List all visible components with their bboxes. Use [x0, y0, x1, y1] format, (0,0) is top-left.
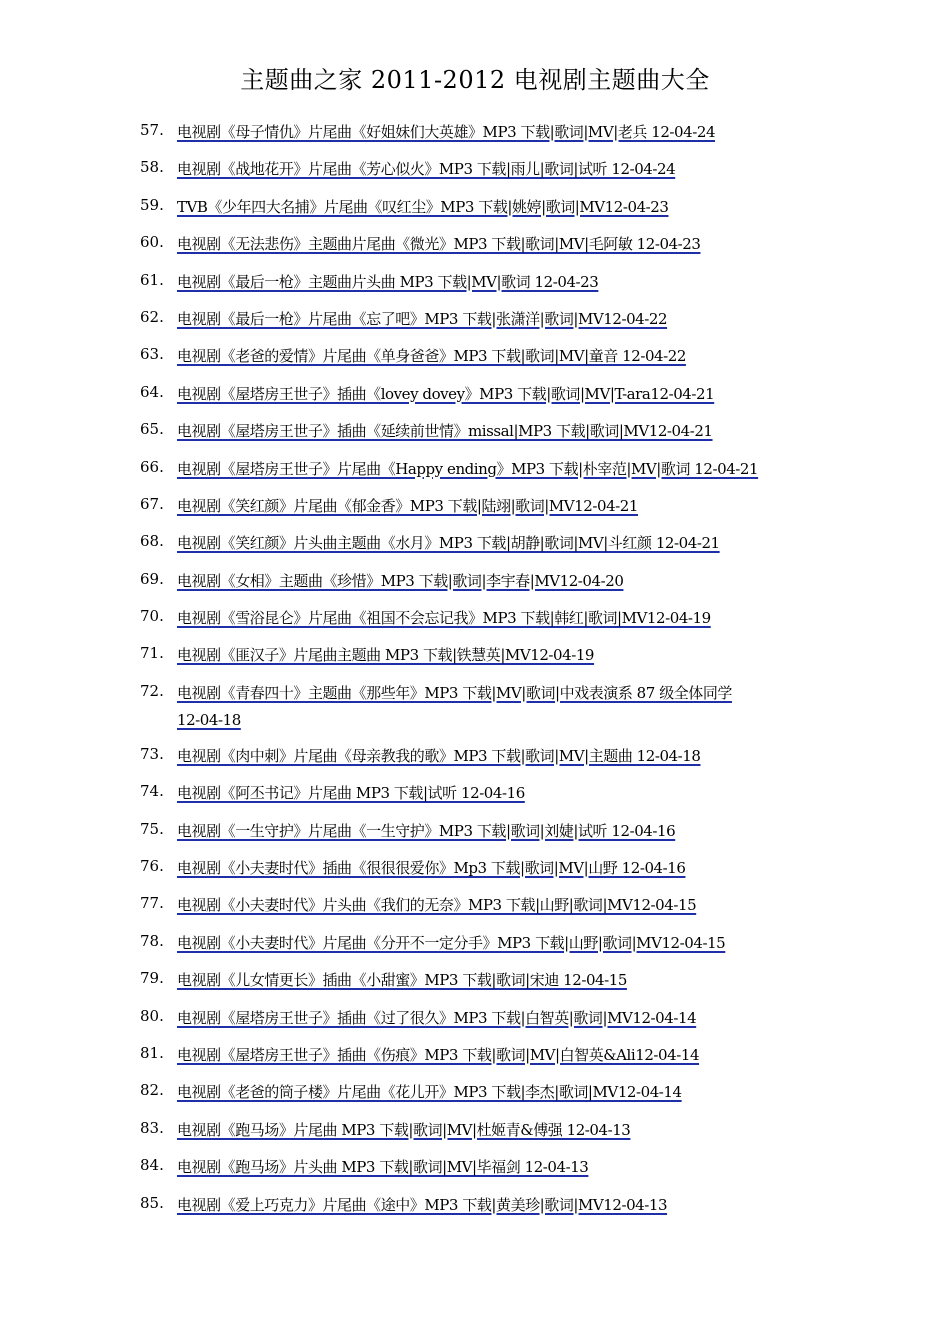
list-item	[140, 966, 812, 1003]
list-item	[140, 417, 812, 454]
song-link[interactable]: 电视剧《最后一枪》片尾曲《忘了吧》MP3 下载|张潇洋|歌词|MV12-04-22	[177, 309, 668, 328]
song-link-line[interactable]: 12-04-18	[177, 710, 241, 729]
list-item-number: 80.	[140, 1006, 164, 1025]
song-link[interactable]: 电视剧《阿丕书记》片尾曲 MP3 下载|试听 12-04-16	[177, 784, 525, 803]
list-item-number: 67.	[140, 494, 164, 513]
list-item-number: 81.	[140, 1043, 164, 1062]
song-link[interactable]: 电视剧《雪浴昆仑》片尾曲《祖国不会忘记我》MP3 下载|韩红|歌词|MV12-04-19	[177, 609, 711, 628]
list-item-number: 79.	[140, 969, 164, 988]
song-link[interactable]: 电视剧《小夫妻时代》片尾曲《分开不一定分手》MP3 下载|山野|歌词|MV12-04-15	[177, 933, 726, 952]
song-link[interactable]: 电视剧《战地花开》片尾曲《芳心似火》MP3 下载|雨儿|歌词|试听 12-04-24	[177, 160, 676, 179]
list-item-number: 70.	[140, 607, 164, 626]
song-link[interactable]: 电视剧《肉中刺》片尾曲《母亲教我的歌》MP3 下载|歌词|MV|主题曲 12-04-18	[177, 746, 701, 765]
list-item	[140, 929, 812, 966]
song-link[interactable]: 电视剧《屋塔房王世子》插曲《伤痕》MP3 下载|歌词|MV|白智英&Ali12-04-14	[177, 1045, 700, 1064]
song-link[interactable]: 电视剧《屋塔房王世子》插曲《过了很久》MP3 下载|白智英|歌词|MV12-04-14	[177, 1008, 697, 1027]
list-item-number: 59.	[140, 195, 164, 214]
list-item	[140, 380, 812, 417]
list-item-number: 68.	[140, 532, 164, 551]
song-link[interactable]: 电视剧《屋塔房王世子》片尾曲《Happy ending》MP3 下载|朴宰范|MV|歌词 12-04-21	[177, 459, 759, 478]
list-item	[140, 1041, 812, 1078]
song-link[interactable]	[177, 680, 812, 734]
list-item	[140, 193, 812, 230]
list-item	[140, 1153, 812, 1190]
list-item-number: 71.	[140, 644, 164, 663]
list-item-number: 57.	[140, 121, 164, 139]
list-item	[140, 742, 812, 779]
list-item-number: 78.	[140, 931, 164, 950]
song-link[interactable]: 电视剧《老爸的爱情》片尾曲《单身爸爸》MP3 下载|歌词|MV|童音 12-04-22	[177, 347, 686, 366]
list-item	[140, 155, 812, 192]
list-item	[140, 567, 812, 604]
song-link[interactable]: 电视剧《小夫妻时代》片头曲《我们的无奈》MP3 下载|山野|歌词|MV12-04-15	[177, 896, 697, 915]
list-item	[140, 779, 812, 816]
list-item-number: 73.	[140, 744, 164, 763]
list-item	[140, 854, 812, 891]
song-link[interactable]: 电视剧《最后一枪》主题曲片头曲 MP3 下载|MV|歌词 12-04-23	[177, 272, 599, 291]
song-link[interactable]: 电视剧《笑红颜》片尾曲《郁金香》MP3 下载|陆翊|歌词|MV12-04-21	[177, 496, 638, 515]
list-item	[140, 641, 812, 678]
list-item-number: 77.	[140, 894, 164, 913]
list-item-number: 63.	[140, 345, 164, 364]
list-item-number: 75.	[140, 819, 164, 838]
list-item-number: 69.	[140, 569, 164, 588]
list-item	[140, 891, 812, 928]
list-item	[140, 604, 812, 641]
list-item-number: 58.	[140, 158, 164, 177]
list-item-number: 66.	[140, 457, 164, 476]
song-link[interactable]: 电视剧《屋塔房王世子》插曲《lovey dovey》MP3 下载|歌词|MV|T-ara12-04-21	[177, 384, 715, 403]
list-item	[140, 529, 812, 566]
song-link[interactable]: TVB《少年四大名捕》片尾曲《叹红尘》MP3 下载|姚婷|歌词|MV12-04-23	[177, 197, 669, 216]
song-link[interactable]: 电视剧《爱上巧克力》片尾曲《途中》MP3 下载|黄美珍|歌词|MV12-04-13	[177, 1195, 668, 1214]
song-link[interactable]: 电视剧《一生守护》片尾曲《一生守护》MP3 下载|歌词|刘婕|试听 12-04-16	[177, 821, 676, 840]
list-item-number: 61.	[140, 270, 164, 289]
song-link[interactable]: 电视剧《母子情仇》片尾曲《好姐妹们大英雄》MP3 下载|歌词|MV|老兵 12-04-24	[177, 123, 716, 141]
list-item-number: 60.	[140, 233, 164, 252]
list-item	[140, 342, 812, 379]
page-title: 主题曲之家 2011-2012 电视剧主题曲大全	[240, 66, 710, 94]
list-item-number: 74.	[140, 782, 164, 801]
song-link[interactable]: 电视剧《匪汉子》片尾曲主题曲 MP3 下载|铁慧英|MV12-04-19	[177, 646, 595, 665]
song-link[interactable]: 电视剧《小夫妻时代》插曲《很很很爱你》Mp3 下载|歌词|MV|山野 12-04-16	[177, 859, 686, 878]
song-link[interactable]: 电视剧《女相》主题曲《珍惜》MP3 下载|歌词|李宇春|MV12-04-20	[177, 571, 624, 590]
song-link[interactable]: 电视剧《屋塔房王世子》插曲《延续前世情》missal|MP3 下载|歌词|MV12-04-21	[177, 422, 713, 441]
list-item	[140, 455, 812, 492]
song-link-list	[140, 118, 812, 1228]
list-item-number: 84.	[140, 1156, 164, 1175]
list-item-number: 62.	[140, 307, 164, 326]
list-item	[140, 679, 812, 742]
list-item-number: 65.	[140, 420, 164, 439]
list-item	[140, 492, 812, 529]
song-link[interactable]: 电视剧《跑马场》片尾曲 MP3 下载|歌词|MV|杜姬青&傅强 12-04-13	[177, 1120, 631, 1139]
list-item	[140, 268, 812, 305]
list-item	[140, 305, 812, 342]
list-item	[140, 230, 812, 267]
list-item-number: 76.	[140, 857, 164, 876]
list-item	[140, 1191, 812, 1228]
song-link[interactable]: 电视剧《跑马场》片头曲 MP3 下载|歌词|MV|毕福剑 12-04-13	[177, 1158, 589, 1177]
list-item-number: 85.	[140, 1193, 164, 1212]
list-item-number: 72.	[140, 681, 164, 700]
list-item	[140, 118, 812, 155]
list-item	[140, 817, 812, 854]
list-item-number: 83.	[140, 1118, 164, 1137]
list-item	[140, 1116, 812, 1153]
list-item	[140, 1078, 812, 1115]
song-link-line[interactable]: 电视剧《青春四十》主题曲《那些年》MP3 下载|MV|歌词|中戏表演系 87 级全体同学	[177, 683, 732, 702]
song-link[interactable]: 电视剧《笑红颜》片头曲主题曲《水月》MP3 下载|胡静|歌词|MV|斗红颜 12-04-21	[177, 534, 720, 553]
list-item-number: 64.	[140, 382, 164, 401]
list-item-number: 82.	[140, 1081, 164, 1100]
song-link[interactable]: 电视剧《儿女情更长》插曲《小甜蜜》MP3 下载|歌词|宋迪 12-04-15	[177, 971, 627, 990]
song-link[interactable]: 电视剧《老爸的筒子楼》片尾曲《花儿开》MP3 下载|李杰|歌词|MV12-04-14	[177, 1083, 682, 1102]
song-link[interactable]: 电视剧《无法悲伤》主题曲片尾曲《微光》MP3 下载|歌词|MV|毛阿敏 12-04-23	[177, 235, 701, 254]
list-item	[140, 1004, 812, 1041]
